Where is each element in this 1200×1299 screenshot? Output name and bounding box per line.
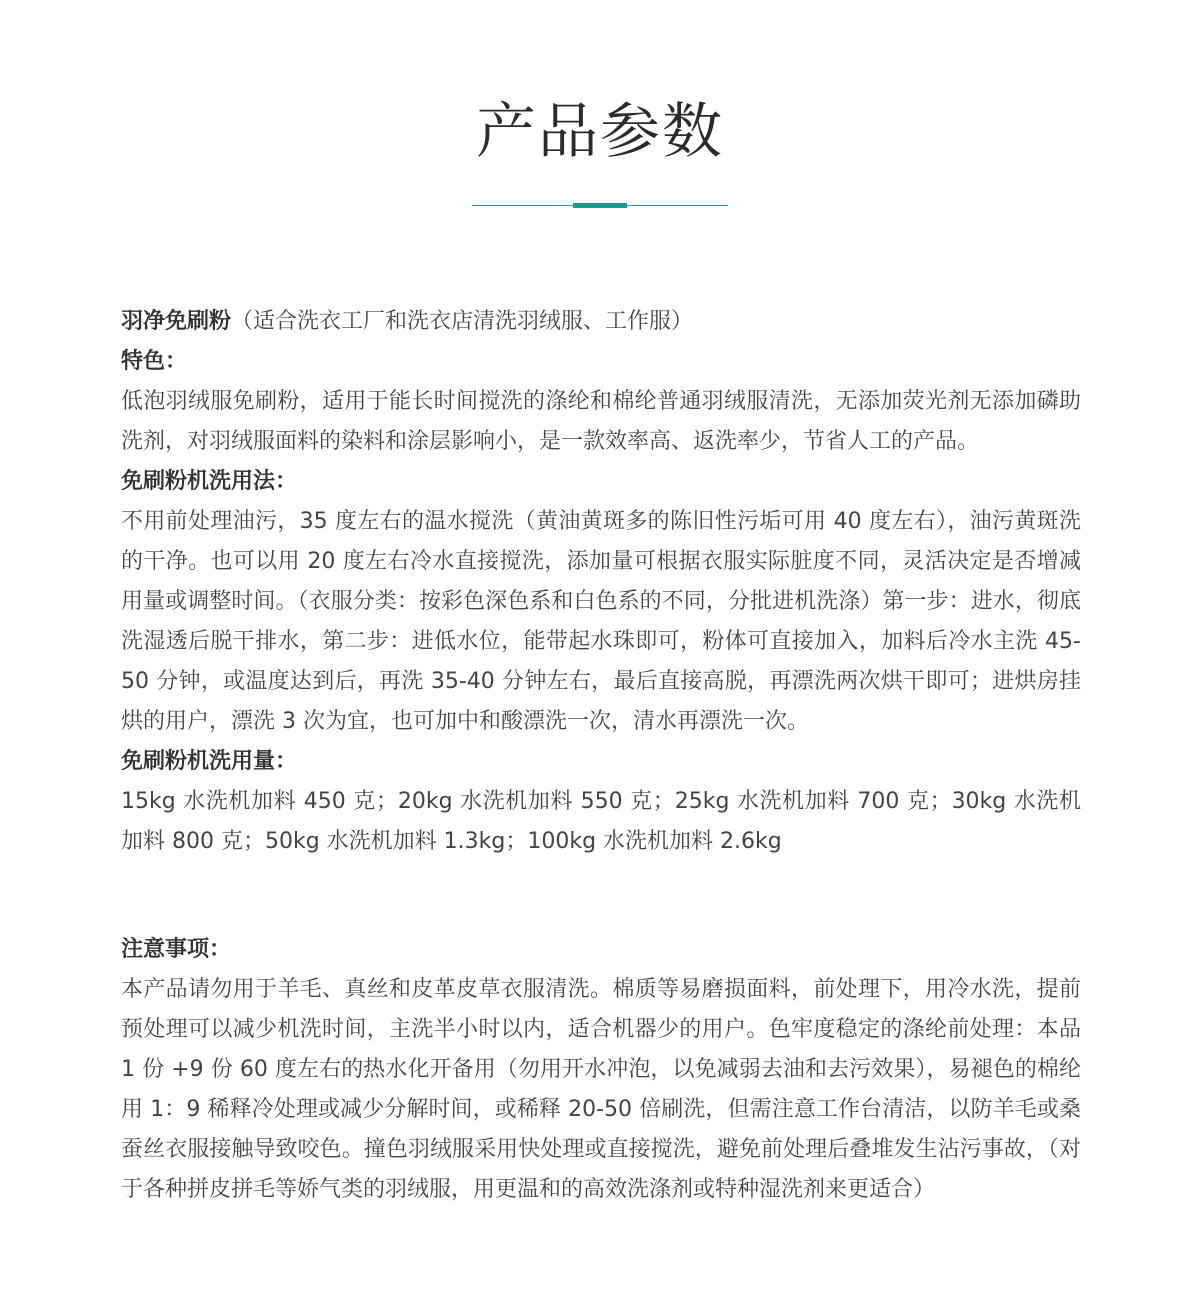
features-text: 低泡羽绒服免刷粉，适用于能长时间搅洗的涤纶和棉纶普通羽绒服清洗，无添加荧光剂无添加磷助洗剂，对羽绒服面料的染料和涂层影响小，是一款效率高、返洗率少，节省人工的产品。 (121, 389, 1081, 454)
usage-heading: 免刷粉机洗用法： (121, 469, 298, 494)
product-name: 羽净免刷粉 (121, 309, 232, 334)
title-divider-accent (573, 203, 627, 208)
features-heading: 特色： (121, 349, 188, 374)
product-intro (121, 302, 1081, 342)
section-spacer (121, 862, 1081, 930)
notes-heading: 注意事项： (121, 937, 232, 962)
notes-text: 本产品请勿用于羊毛、真丝和皮革皮草衣服清洗。棉质等易磨损面料，前处理下，用冷水洗，提前预处理可以减少机洗时间，主洗半小时以内，适合机器少的用户。色牢度稳定的涤纶前处理：本品 1 份 +9 份 60 度左右的热水化开备用（勿用开水冲泡，以免减弱去油和去污效果），易褪色的棉纶用 1：9 稀释冷处理或减少分解时间，或稀释 20-50 倍刷洗，但需注意工作台清洁，以防羊毛或桑蚕丝衣服接触导致咬色。撞色羽绒服采用快处理或直接搅洗，避免前处理后叠堆发生沾污事故，（对于各种拼皮拼毛等娇气类的羽绒服，用更温和的高效洗涤剂或特种湿洗剂来更适合） (121, 977, 1082, 1202)
dosage-heading: 免刷粉机洗用量： (121, 749, 298, 774)
page-title: 产品参数 (476, 97, 724, 167)
dosage-text: 15kg 水洗机加料 450 克；20kg 水洗机加料 550 克；25kg 水洗机加料 700 克；30kg 水洗机加料 800 克；50kg 水洗机加料 1.3kg；100kg 水洗机加料 2.6kg (121, 789, 1081, 854)
product-description (121, 302, 1081, 1210)
usage-text: 不用前处理油污，35 度左右的温水搅洗（黄油黄斑多的陈旧性污垢可用 40 度左右），油污黄斑洗的干净。也可以用 20 度左右冷水直接搅洗，添加量可根据衣服实际脏度不同，灵活决定是否增减用量或调整时间。（衣服分类：按彩色深色系和白色系的不同，分批进机洗涤）第一步：进水，彻底洗湿透后脱干排水，第二步：进低水位，能带起水珠即可，粉体可直接加入，加料后冷水主洗 45-50 分钟，或温度达到后，再洗 35-40 分钟左右，最后直接高脱，再漂洗两次烘干即可；进烘房挂烘的用户，漂洗 3 次为宜，也可加中和酸漂洗一次，清水再漂洗一次。 (121, 509, 1081, 734)
product-subtitle: （适合洗衣工厂和洗衣店清洗羽绒服、工作服） (231, 309, 694, 334)
